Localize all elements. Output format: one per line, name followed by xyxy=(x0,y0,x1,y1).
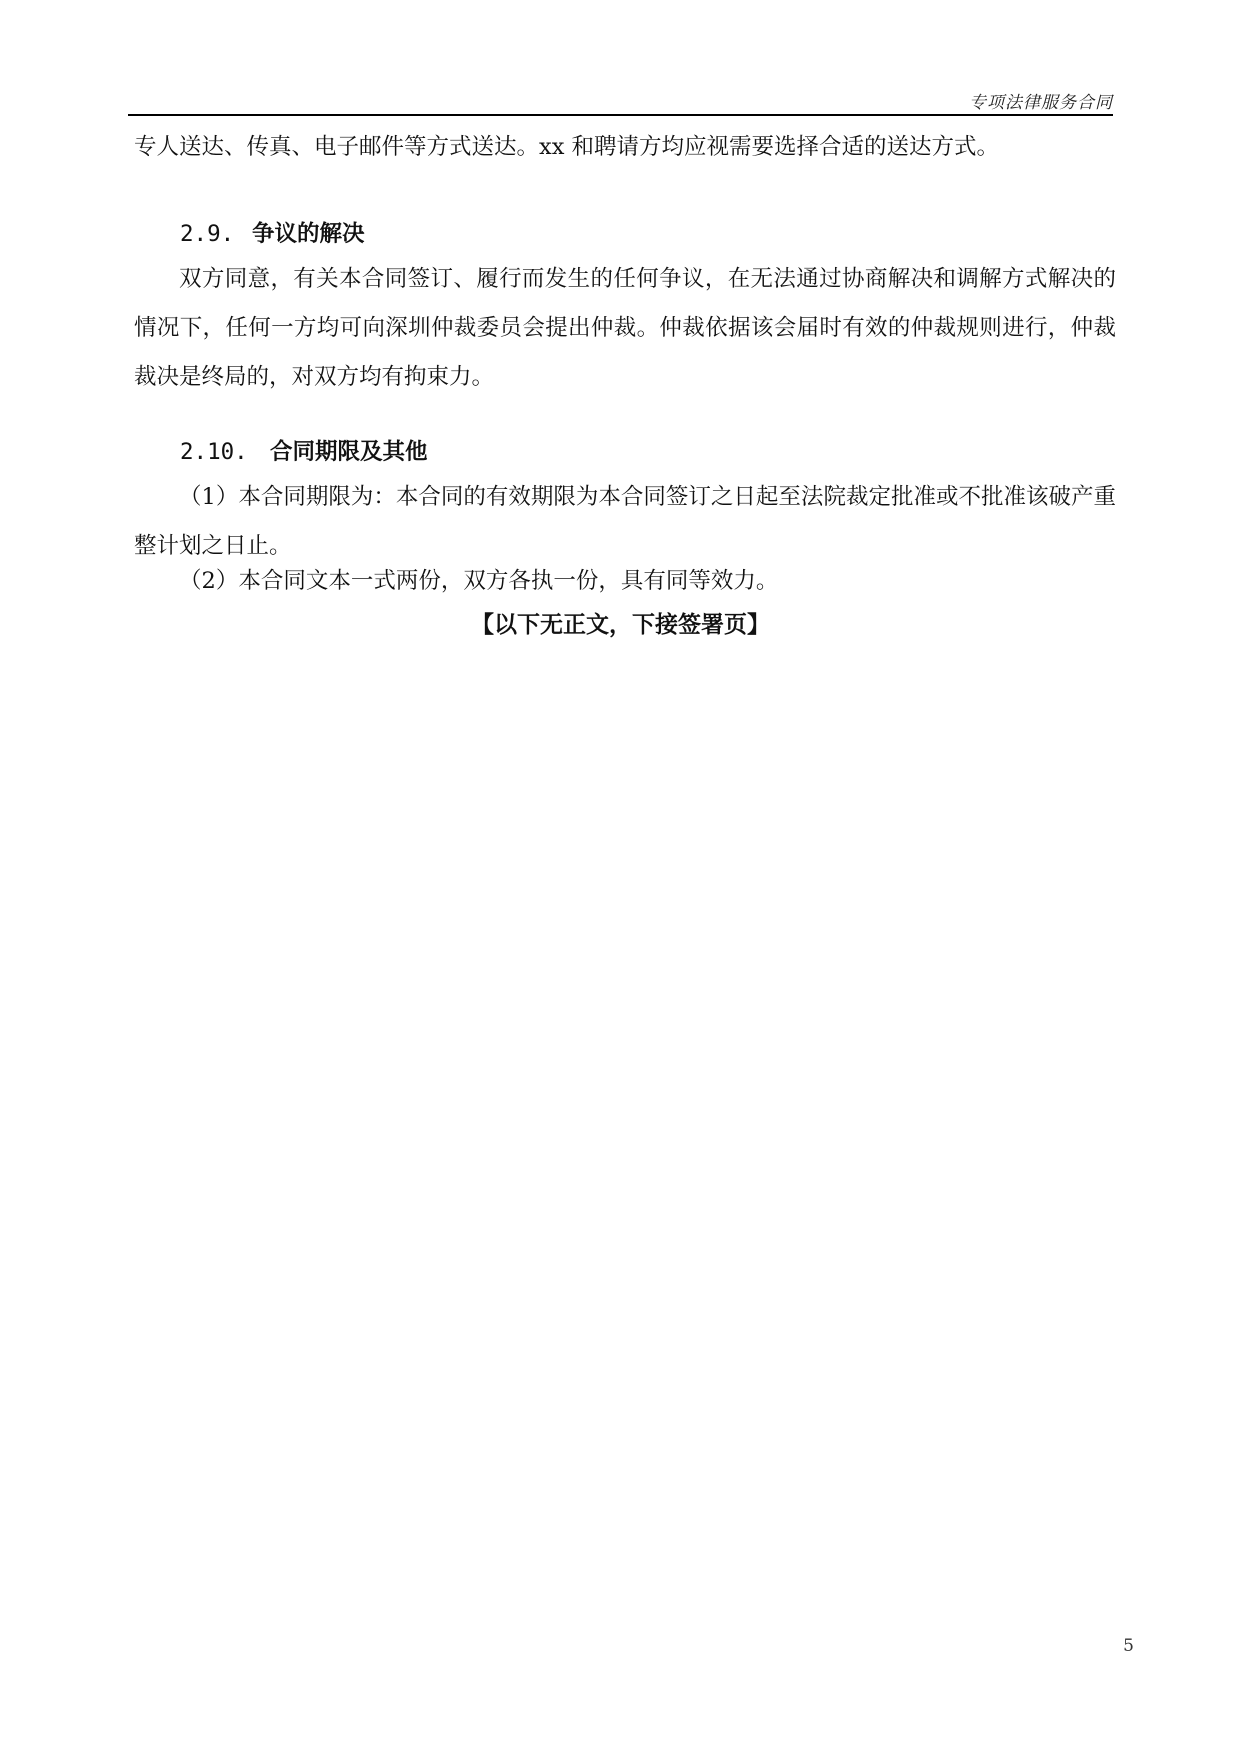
continuation-paragraph: 专人送达、传真、电子邮件等方式送达。xx 和聘请方均应视需要选择合适的送达方式。 xyxy=(134,134,1000,160)
end-of-text-note: 【以下无正文，下接签署页】 xyxy=(471,612,770,638)
section-2-10-item-2: （2）本合同文本一式两份，双方各执一份，具有同等效力。 xyxy=(179,568,779,594)
section-2-10-item-1: （1）本合同期限为：本合同的有效期限为本合同签订之日起至法院裁定批准或不批准该破产重整计划之日止。 xyxy=(134,484,1116,559)
header-divider xyxy=(128,114,1113,116)
section-heading-2-10 xyxy=(180,428,428,477)
section-2-9-paragraph: 双方同意，有关本合同签订、履行而发生的任何争议，在无法通过协商解决和调解方式解决的情况下，任何一方均可向深圳仲裁委员会提出仲裁。仲裁依据该会届时有效的仲裁规则进行，仲裁裁决是终局的，对双方均有拘束力。 xyxy=(134,266,1116,390)
section-number: 2.10. xyxy=(180,439,248,465)
section-number: 2.9. xyxy=(180,221,235,247)
page-number: 5 xyxy=(1123,1636,1134,1656)
section-title: 合同期限及其他 xyxy=(270,439,428,465)
running-header-title: 专项法律服务合同 xyxy=(969,93,1113,113)
section-heading-2-9 xyxy=(180,210,365,259)
section-title: 争议的解决 xyxy=(252,221,365,247)
